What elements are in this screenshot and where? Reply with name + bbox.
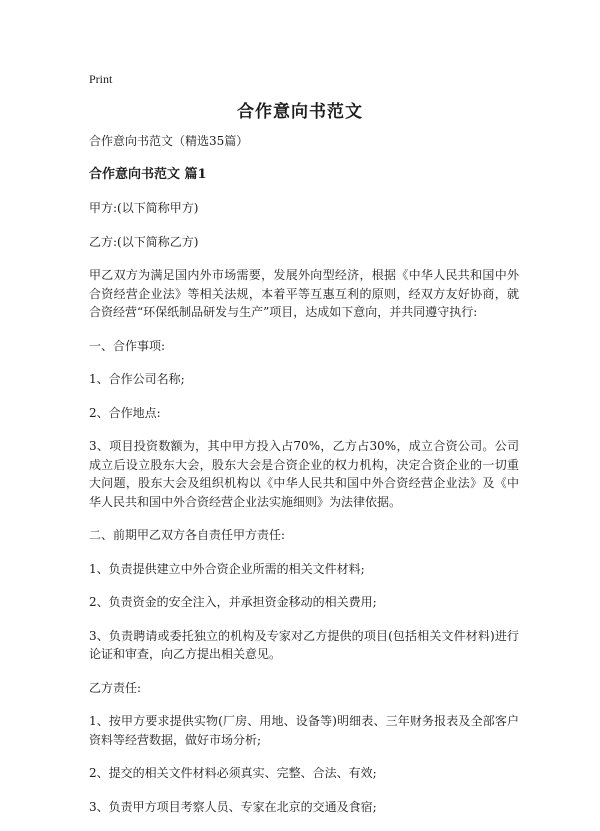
item-2-title: 二、前期甲乙双方各自责任甲方责任: <box>89 528 286 542</box>
document-body <box>89 132 519 831</box>
item-b-2: 2、提交的相关文件材料必须真实、完整、合法、有效; <box>89 766 377 780</box>
item-1-2: 2、合作地点: <box>89 405 161 420</box>
subtitle: 合作意向书范文（精选35篇） <box>89 134 249 148</box>
intro-paragraph: 甲乙双方为满足国内外市场需要，发展外向型经济，根据《中华人民共和国中外合资经营企业法》等相关法规，本着平等互惠互利的原则，经双方友好协商，就合资经营“环保纸制品研发与生产”项目，达成如下意向，并共同遵守执行: <box>89 268 519 319</box>
item-1-3: 3、项目投资数额为，其中甲方投入占70%，乙方占30%，成立合资公司。公司成立后设立股东大会，股东大会是合资企业的权力机构，决定合资企业的一切重大问题，股东大会及组织机构以《中华人民共和国中外合资经营企业法》及《中华人民共和国中外合资经营企业法实施细则》为法律依据。 <box>89 439 519 509</box>
item-b-3: 3、负责甲方项目考察人员、专家在北京的交通及食宿; <box>89 799 377 814</box>
party-b-duty-title: 乙方责任: <box>89 680 142 695</box>
page-title: 合作意向书范文 <box>237 102 363 122</box>
party-b-line: 乙方:(以下简称乙方) <box>89 234 199 249</box>
section-title: 合作意向书范文 篇1 <box>89 166 207 182</box>
item-2-2: 2、负责资金的安全注入，并承担资金移动的相关费用; <box>89 595 377 609</box>
item-1-title: 一、合作事项: <box>89 338 166 353</box>
party-a-line: 甲方:(以下简称甲方) <box>89 201 199 215</box>
item-1-1: 1、合作公司名称; <box>89 372 185 386</box>
item-2-3: 3、负责聘请或委托独立的机构及专家对乙方提供的项目(包括相关文件材料)进行论证和审查，向乙方提出相关意见。 <box>89 628 519 661</box>
item-2-1: 1、负责提供建立中外合资企业所需的相关文件材料; <box>89 561 365 576</box>
item-b-1: 1、按甲方要求提供实物(厂房、用地、设备等)明细表、三年财务报表及全部客户资料等经营数据，做好市场分析; <box>89 714 519 747</box>
print-label[interactable]: Print <box>89 72 113 86</box>
